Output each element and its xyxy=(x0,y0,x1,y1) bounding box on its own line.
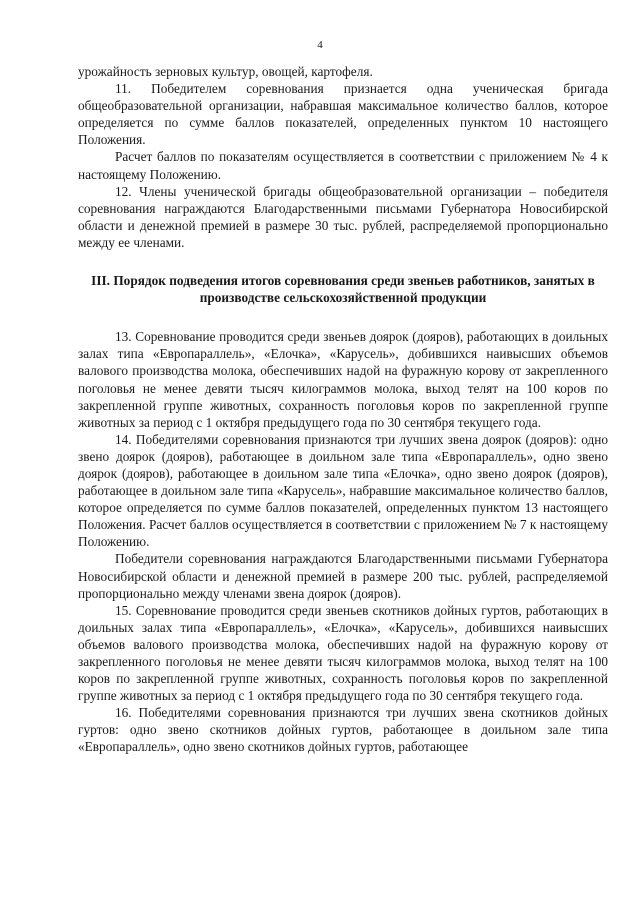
paragraph-11: 11. Победителем соревнования признается одна ученическая бригада общеобразовательной организации, набравшая максимальное количество баллов, которое определяется по сумме баллов показателей, определенных пунктом 10 настоящего Положения. xyxy=(78,81,608,148)
page-number: 4 xyxy=(317,39,323,51)
paragraph-winners-award: Победители соревнования награждаются Благодарственными письмами Губернатора Новосибирской области и денежной премией в размере 200 тыс. рублей, распределяемой пропорционально между членами звена доярок (дояров). xyxy=(78,551,608,601)
paragraph-score-calculation: Расчет баллов по показателям осуществляется в соответствии с приложением № 4 к настоящему Положению. xyxy=(78,149,608,182)
paragraph-13: 13. Соревнование проводится среди звеньев доярок (дояров), работающих в доильных залах типа «Европараллель», «Елочка», «Карусель», добившихся наивысших объемов валового производства молока, обеспечивших надой на фуражную корову от закрепленного поголовья не менее девяти тысяч килограммов молока, выход телят на 100 коров по закрепленной группе животных, сохранность поголовья коров по закрепленной группе животных за период с 1 октября предыдущего года по 30 сентября текущего года. xyxy=(78,329,608,430)
paragraph-16: 16. Победителями соревнования признаются три лучших звена скотников дойных гуртов: одно звено скотников дойных гуртов, работающее в доильном зале типа «Европараллель», одно звено скотников дойных гуртов, работающее xyxy=(78,705,608,755)
paragraph-14: 14. Победителями соревнования признаются три лучших звена доярок (дояров): одно звено доярок (дояров), работающее в доильном зале типа «Европараллель», одно звено доярок (дояров), работающее в доильном зале типа «Елочка», одно звено доярок (дояров), работающее в доильном зале типа «Карусель», набравшие максимальное количество баллов, которое определяется по сумме баллов показателей, определенных пунктом 13 настоящего Положения. Расчет баллов осуществляется в соответствии с приложением № 7 к настоящему Положению. xyxy=(78,431,608,550)
paragraph-15: 15. Соревнование проводится среди звеньев скотников дойных гуртов, работающих в доильных залах типа «Европараллель», «Елочка», «Карусель», добившихся наивысших объемов валового производства молока, обеспечивших надой на фуражную корову от закрепленного поголовья не менее девяти тысяч килограммов молока, выход телят на 100 коров по закрепленной группе животных, сохранность поголовья коров по закрепленной группе животных за период с 1 октября предыдущего года по 30 сентября текущего года. xyxy=(78,602,608,704)
document-body xyxy=(78,63,608,756)
section-heading: III. Порядок подведения итогов соревнования среди звеньев работников, занятых в производстве сельскохозяйственной продукции xyxy=(91,273,595,306)
paragraph-12: 12. Члены ученической бригады общеобразовательной организации – победителя соревнования награждаются Благодарственными письмами Губернатора Новосибирской области и денежной премией в размере 30 тыс. рублей, распределяемой пропорционально между ее членами. xyxy=(78,183,608,250)
paragraph-continuation: урожайность зерновых культур, овощей, картофеля. xyxy=(78,64,373,79)
